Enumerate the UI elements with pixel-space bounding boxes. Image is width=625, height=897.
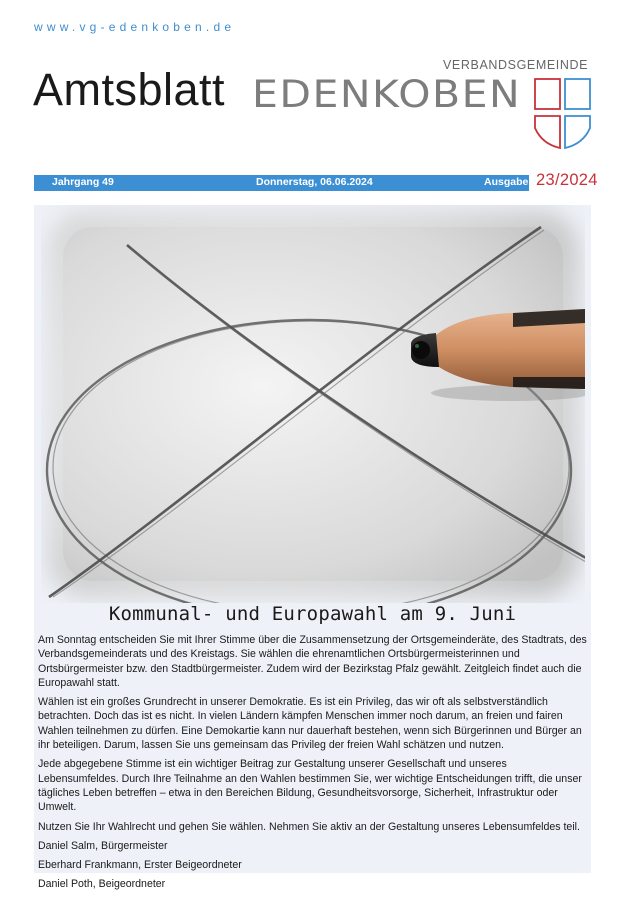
vg-name: EDENKOBEN (252, 72, 522, 117)
signature-line: Daniel Salm, Bürgermeister (38, 839, 168, 852)
article-headline: Kommunal- und Europawahl am 9. Juni (108, 603, 517, 625)
website-url[interactable]: www.vg-edenkoben.de (34, 20, 236, 34)
ballot-cross-photo (41, 205, 585, 603)
volume-label: Jahrgang 49 (52, 176, 114, 188)
paragraph: Wählen ist ein großes Grundrecht in unserer Demokratie. Es ist ein Privileg, das wir oft als selbstverständlich betrachten. Doch das ist es nicht. In vielen Ländern kämpfen Menschen immer noch darum, an freien und fairen Wahlen teilnehmen zu dürfen. Eine Demokartie kann nur dauerhaft bestehen, wenn sich Bürgerinnen und Bürger an ihr beteiligen. Darum, lassen Sie uns gemeinsam das Privileg der freien Wahl schätzen und nutzen. (38, 696, 582, 752)
article-body (38, 633, 587, 897)
signature-line: Daniel Poth, Beigeordneter (38, 878, 166, 891)
paragraph: Jede abgegebene Stimme ist ein wichtiger Beitrag zur Gestaltung unserer Gesellschaft und unseres Lebensumfeldes. Durch Ihre Teilnahme an den Wahlen bestimmen Sie, wer wichtige Entscheidungen trifft, die unser tägliches Leben betreffen – etwa in den Bereichen Bildung, Gesundheitsvorsorge, Sicherheit, Infrastruktur oder Umwelt. (38, 758, 582, 814)
issue-info-bar (34, 175, 529, 191)
edition-label: Ausgabe (484, 176, 529, 188)
vg-label: VERBANDSGEMEINDE (443, 58, 589, 72)
paragraph: Am Sonntag entscheiden Sie mit Ihrer Stimme über die Zusammensetzung der Ortsgemeinderäte, des Stadtrats, des Verbandsgemeinderats und des Kreistags. Sie wählen die ehrenamtlichen Ortsbürgermeisterinnen und Ortsbürgermeister bzw. den Stadtbürgermeister. Zudem wird der Bezirkstag Pfalz gewählt. Zeitgleich findet auch die Europawahl statt. (38, 634, 587, 689)
date-label: Donnerstag, 06.06.2024 (256, 176, 373, 188)
crest-logo (534, 78, 592, 150)
masthead-title: Amtsblatt (33, 64, 226, 115)
issue-number: 23/2024 (536, 171, 598, 189)
signature-line: Eberhard Frankmann, Erster Beigeordneter (38, 859, 242, 872)
paragraph: Nutzen Sie Ihr Wahlrecht und gehen Sie wählen. Nehmen Sie aktiv an der Gestaltung unseres Lebensumfeldes teil. (38, 820, 580, 833)
